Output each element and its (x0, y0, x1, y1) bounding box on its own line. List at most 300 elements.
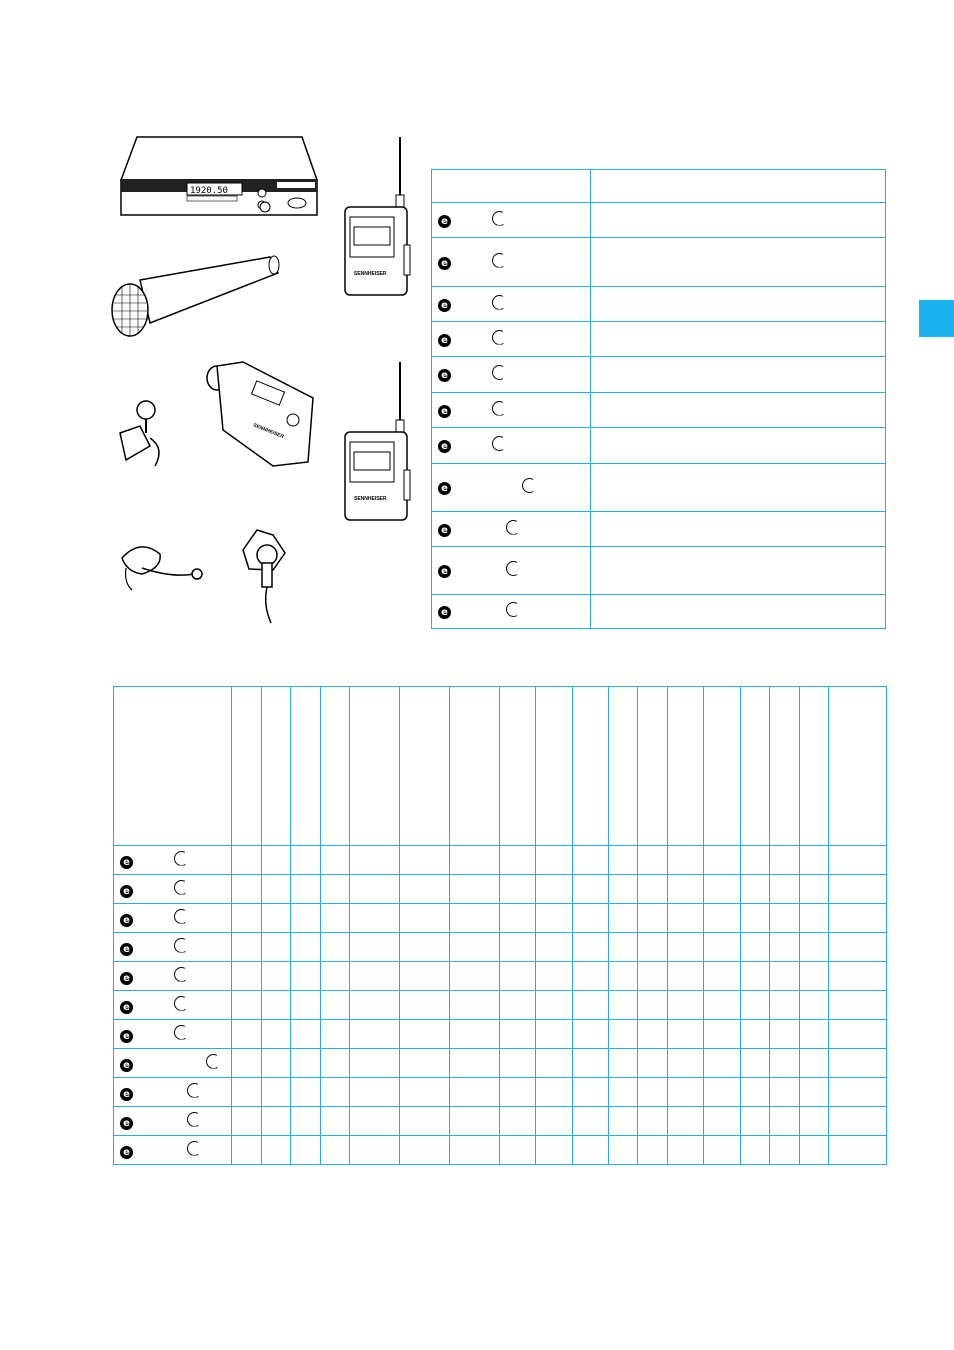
grid-cell (667, 687, 703, 845)
grid-cell (449, 1049, 499, 1077)
grid-model-cell (114, 962, 231, 990)
grid-cell (828, 1049, 857, 1077)
model-cell (432, 170, 591, 202)
grid-cell (399, 933, 449, 961)
grid-cell (290, 1020, 320, 1048)
grid-cell (799, 962, 828, 990)
grid-cell (608, 1136, 637, 1164)
grid-cell (740, 1107, 769, 1135)
e-mark-icon: e (120, 885, 133, 898)
grid-cell (828, 1020, 857, 1048)
table-row (432, 546, 885, 594)
description-cell (591, 322, 885, 356)
grid-cell (703, 687, 740, 845)
grid-cell (320, 846, 349, 874)
grid-cell (799, 1107, 828, 1135)
grid-cell (231, 875, 261, 903)
grid-cell (499, 904, 535, 932)
grid-cell (637, 933, 667, 961)
grid-cell (535, 991, 572, 1019)
grid-cell (349, 1107, 399, 1135)
svg-text:1920.50: 1920.50 (190, 186, 228, 196)
grid-cell (290, 1049, 320, 1077)
bodypack-transmitter-illustration (340, 135, 415, 300)
grid-cell (231, 933, 261, 961)
grid-cell (349, 904, 399, 932)
model-cell (432, 238, 591, 286)
grid-cell (799, 1078, 828, 1106)
grid-cell (290, 1136, 320, 1164)
grid-cell (637, 1020, 667, 1048)
table-row (432, 202, 885, 237)
e-mark-icon: e (120, 914, 133, 927)
model-cell (432, 595, 591, 628)
e-mark-icon: e (438, 257, 451, 270)
grid-row (114, 845, 886, 874)
grid-cell (261, 1049, 290, 1077)
grid-row (114, 1135, 886, 1164)
grid-cell (349, 962, 399, 990)
grid-model-cell (114, 846, 231, 874)
grid-cell (290, 875, 320, 903)
grid-cell (769, 875, 799, 903)
description-cell (591, 464, 885, 511)
svg-text:SENNHEISER: SENNHEISER (354, 271, 387, 277)
grid-cell (499, 991, 535, 1019)
grid-cell (449, 904, 499, 932)
grid-cell (261, 846, 290, 874)
grid-cell (535, 846, 572, 874)
grid-cell (703, 875, 740, 903)
grid-cell (231, 846, 261, 874)
grid-cell (290, 1107, 320, 1135)
description-cell (591, 170, 885, 202)
grid-cell (449, 962, 499, 990)
grid-cell (290, 1078, 320, 1106)
grid-cell (740, 1020, 769, 1048)
e-mark-icon: e (438, 482, 451, 495)
grid-cell (608, 687, 637, 845)
grid-row (114, 1048, 886, 1077)
grid-cell (261, 904, 290, 932)
e-mark-icon: e (120, 1030, 133, 1043)
table-row (432, 511, 885, 546)
headset-mic-illustration (112, 538, 207, 593)
receiver-illustration (117, 135, 332, 220)
grid-cell (608, 904, 637, 932)
grid-cell (740, 687, 769, 845)
grid-cell (740, 1136, 769, 1164)
grid-cell (637, 1078, 667, 1106)
description-cell (591, 512, 885, 546)
grid-cell (667, 991, 703, 1019)
c-mark-icon (174, 996, 189, 1011)
grid-cell (261, 687, 290, 845)
grid-cell (572, 846, 608, 874)
grid-cell (320, 991, 349, 1019)
grid-cell (349, 933, 399, 961)
grid-cell (799, 904, 828, 932)
e-mark-icon: e (120, 1117, 133, 1130)
grid-cell (261, 933, 290, 961)
c-mark-icon (174, 851, 189, 866)
model-cell (432, 322, 591, 356)
table-row (432, 321, 885, 356)
grid-cell (449, 991, 499, 1019)
grid-cell (290, 962, 320, 990)
grid-row (114, 1019, 886, 1048)
grid-cell (572, 687, 608, 845)
grid-cell (290, 904, 320, 932)
grid-cell (349, 1078, 399, 1106)
grid-cell (740, 846, 769, 874)
grid-cell (667, 1136, 703, 1164)
grid-cell (740, 991, 769, 1019)
grid-cell (399, 1020, 449, 1048)
grid-cell (320, 962, 349, 990)
grid-cell (769, 1136, 799, 1164)
grid-cell (349, 687, 399, 845)
table-header-row (432, 170, 885, 202)
grid-cell (667, 904, 703, 932)
grid-cell (769, 933, 799, 961)
grid-cell (261, 1136, 290, 1164)
c-mark-icon (187, 1141, 202, 1156)
grid-cell (535, 1049, 572, 1077)
e-mark-icon: e (438, 440, 451, 453)
model-cell (432, 287, 591, 321)
grid-cell (535, 1107, 572, 1135)
grid-row (114, 932, 886, 961)
clip-mic-illustration (110, 398, 170, 468)
grid-cell (667, 1078, 703, 1106)
table-row (432, 392, 885, 427)
grid-cell (399, 846, 449, 874)
grid-model-cell (114, 904, 231, 932)
grid-cell (320, 1136, 349, 1164)
grid-row (114, 990, 886, 1019)
description-cell (591, 393, 885, 427)
grid-cell (637, 1107, 667, 1135)
grid-cell (399, 875, 449, 903)
grid-cell (499, 933, 535, 961)
grid-cell (290, 846, 320, 874)
grid-cell (572, 904, 608, 932)
grid-cell (637, 846, 667, 874)
grid-model-cell (114, 933, 231, 961)
grid-cell (231, 1107, 261, 1135)
grid-cell (828, 1078, 857, 1106)
e-mark-icon: e (120, 1146, 133, 1159)
grid-cell (499, 1136, 535, 1164)
c-mark-icon (174, 1025, 189, 1040)
c-mark-icon (206, 1054, 221, 1069)
grid-model-cell (114, 1078, 231, 1106)
grid-cell (637, 687, 667, 845)
grid-cell (449, 1020, 499, 1048)
grid-cell (828, 846, 857, 874)
handheld-mic-illustration (110, 255, 285, 340)
c-mark-icon (187, 1083, 202, 1098)
grid-cell (231, 1078, 261, 1106)
description-cell (591, 287, 885, 321)
grid-model-cell (114, 1107, 231, 1135)
grid-cell (499, 1020, 535, 1048)
grid-cell (740, 1049, 769, 1077)
grid-model-cell (114, 1136, 231, 1164)
e-mark-icon: e (438, 524, 451, 537)
table-row (432, 427, 885, 463)
c-mark-icon (492, 253, 507, 268)
grid-model-cell (114, 687, 231, 845)
grid-cell (828, 875, 857, 903)
grid-cell (449, 1078, 499, 1106)
grid-header-row (114, 687, 886, 845)
grid-cell (290, 991, 320, 1019)
model-cell (432, 512, 591, 546)
c-mark-icon (174, 938, 189, 953)
grid-cell (608, 1078, 637, 1106)
e-mark-icon: e (120, 1088, 133, 1101)
grid-cell (828, 1107, 857, 1135)
grid-cell (769, 1078, 799, 1106)
model-cell (432, 357, 591, 392)
grid-row (114, 961, 886, 990)
grid-cell (399, 1107, 449, 1135)
grid-cell (349, 1020, 399, 1048)
grid-cell (769, 1049, 799, 1077)
grid-cell (320, 1020, 349, 1048)
grid-cell (608, 875, 637, 903)
c-mark-icon (187, 1112, 202, 1127)
grid-row (114, 1106, 886, 1135)
grid-row (114, 903, 886, 932)
c-mark-icon (492, 401, 507, 416)
grid-cell (799, 1020, 828, 1048)
lavalier-mic-illustration (235, 525, 295, 625)
grid-cell (667, 1107, 703, 1135)
model-cell (432, 203, 591, 237)
c-mark-icon (506, 602, 521, 617)
grid-cell (637, 991, 667, 1019)
grid-cell (290, 933, 320, 961)
grid-cell (320, 933, 349, 961)
grid-cell (399, 1078, 449, 1106)
grid-cell (637, 875, 667, 903)
grid-cell (740, 962, 769, 990)
grid-cell (349, 991, 399, 1019)
c-mark-icon (506, 520, 521, 535)
grid-cell (399, 991, 449, 1019)
grid-cell (320, 687, 349, 845)
grid-cell (740, 904, 769, 932)
grid-cell (535, 933, 572, 961)
grid-cell (535, 904, 572, 932)
grid-cell (799, 933, 828, 961)
c-mark-icon (174, 967, 189, 982)
grid-cell (535, 962, 572, 990)
svg-text:SENNHEISER: SENNHEISER (354, 496, 387, 502)
e-mark-icon: e (120, 1059, 133, 1072)
grid-cell (320, 904, 349, 932)
grid-cell (828, 933, 857, 961)
grid-cell (667, 875, 703, 903)
grid-cell (828, 962, 857, 990)
e-mark-icon: e (120, 972, 133, 985)
grid-cell (290, 687, 320, 845)
grid-cell (572, 991, 608, 1019)
description-cell (591, 547, 885, 594)
grid-cell (449, 1136, 499, 1164)
grid-cell (799, 875, 828, 903)
plugon-transmitter-illustration (203, 360, 318, 470)
grid-cell (799, 991, 828, 1019)
grid-cell (399, 1049, 449, 1077)
grid-model-cell (114, 991, 231, 1019)
grid-cell (769, 904, 799, 932)
grid-cell (572, 1107, 608, 1135)
c-mark-icon (174, 909, 189, 924)
grid-cell (572, 933, 608, 961)
grid-cell (499, 1049, 535, 1077)
grid-cell (320, 1049, 349, 1077)
c-mark-icon (174, 880, 189, 895)
grid-cell (769, 687, 799, 845)
grid-cell (572, 1049, 608, 1077)
e-mark-icon: e (438, 369, 451, 382)
c-mark-icon (492, 295, 507, 310)
c-mark-icon (492, 330, 507, 345)
e-mark-icon: e (438, 299, 451, 312)
grid-cell (828, 1136, 857, 1164)
c-mark-icon (492, 436, 507, 451)
table-row (432, 594, 885, 628)
grid-cell (703, 846, 740, 874)
grid-cell (499, 846, 535, 874)
grid-cell (637, 1136, 667, 1164)
grid-cell (828, 904, 857, 932)
grid-cell (667, 1020, 703, 1048)
description-cell (591, 428, 885, 463)
grid-cell (608, 1020, 637, 1048)
grid-cell (261, 962, 290, 990)
grid-cell (535, 1136, 572, 1164)
grid-cell (349, 1136, 399, 1164)
grid-cell (231, 904, 261, 932)
grid-model-cell (114, 1049, 231, 1077)
c-mark-icon (506, 561, 521, 576)
grid-row (114, 874, 886, 903)
svg-text:SENNHEISER: SENNHEISER (252, 422, 285, 441)
grid-cell (449, 846, 499, 874)
grid-cell (572, 1078, 608, 1106)
grid-cell (608, 933, 637, 961)
grid-cell (667, 933, 703, 961)
grid-cell (572, 1020, 608, 1048)
grid-cell (740, 1078, 769, 1106)
grid-cell (637, 962, 667, 990)
grid-cell (261, 1020, 290, 1048)
grid-cell (667, 846, 703, 874)
grid-cell (399, 904, 449, 932)
grid-cell (608, 846, 637, 874)
grid-model-cell (114, 1020, 231, 1048)
bodypack-transmitter-2-illustration (340, 360, 415, 525)
grid-cell (608, 962, 637, 990)
grid-cell (799, 1136, 828, 1164)
grid-cell (231, 1049, 261, 1077)
model-cell (432, 547, 591, 594)
c-mark-icon (492, 365, 507, 380)
table-row (432, 463, 885, 511)
grid-cell (231, 687, 261, 845)
section-tab-marker (919, 300, 954, 337)
description-cell (591, 357, 885, 392)
e-mark-icon: e (438, 334, 451, 347)
grid-cell (535, 687, 572, 845)
grid-cell (499, 962, 535, 990)
grid-cell (572, 962, 608, 990)
e-mark-icon: e (120, 856, 133, 869)
grid-cell (637, 904, 667, 932)
grid-cell (320, 1078, 349, 1106)
c-mark-icon (492, 211, 507, 226)
grid-cell (667, 962, 703, 990)
grid-cell (703, 991, 740, 1019)
grid-cell (349, 875, 399, 903)
grid-cell (769, 846, 799, 874)
grid-cell (449, 1107, 499, 1135)
e-mark-icon: e (438, 606, 451, 619)
table-row (432, 356, 885, 392)
grid-cell (449, 933, 499, 961)
grid-cell (740, 933, 769, 961)
grid-cell (449, 687, 499, 845)
grid-cell (769, 1107, 799, 1135)
grid-cell (320, 875, 349, 903)
grid-cell (608, 1049, 637, 1077)
compatibility-grid (113, 686, 887, 1165)
e-mark-icon: e (120, 1001, 133, 1014)
grid-cell (703, 1107, 740, 1135)
grid-cell (608, 991, 637, 1019)
grid-cell (608, 1107, 637, 1135)
grid-cell (637, 1049, 667, 1077)
grid-cell (703, 1078, 740, 1106)
grid-cell (799, 687, 828, 845)
description-cell (591, 203, 885, 237)
e-mark-icon: e (438, 405, 451, 418)
e-mark-icon: e (438, 215, 451, 228)
e-mark-icon: e (438, 565, 451, 578)
grid-cell (703, 933, 740, 961)
model-table (431, 169, 886, 629)
grid-cell (828, 687, 857, 845)
grid-cell (399, 1136, 449, 1164)
grid-cell (572, 875, 608, 903)
grid-row (114, 1077, 886, 1106)
grid-cell (769, 1020, 799, 1048)
grid-cell (349, 1049, 399, 1077)
grid-cell (449, 875, 499, 903)
grid-cell (320, 1107, 349, 1135)
grid-cell (769, 962, 799, 990)
model-cell (432, 428, 591, 463)
grid-cell (703, 904, 740, 932)
grid-cell (703, 1020, 740, 1048)
grid-cell (667, 1049, 703, 1077)
grid-cell (499, 1107, 535, 1135)
